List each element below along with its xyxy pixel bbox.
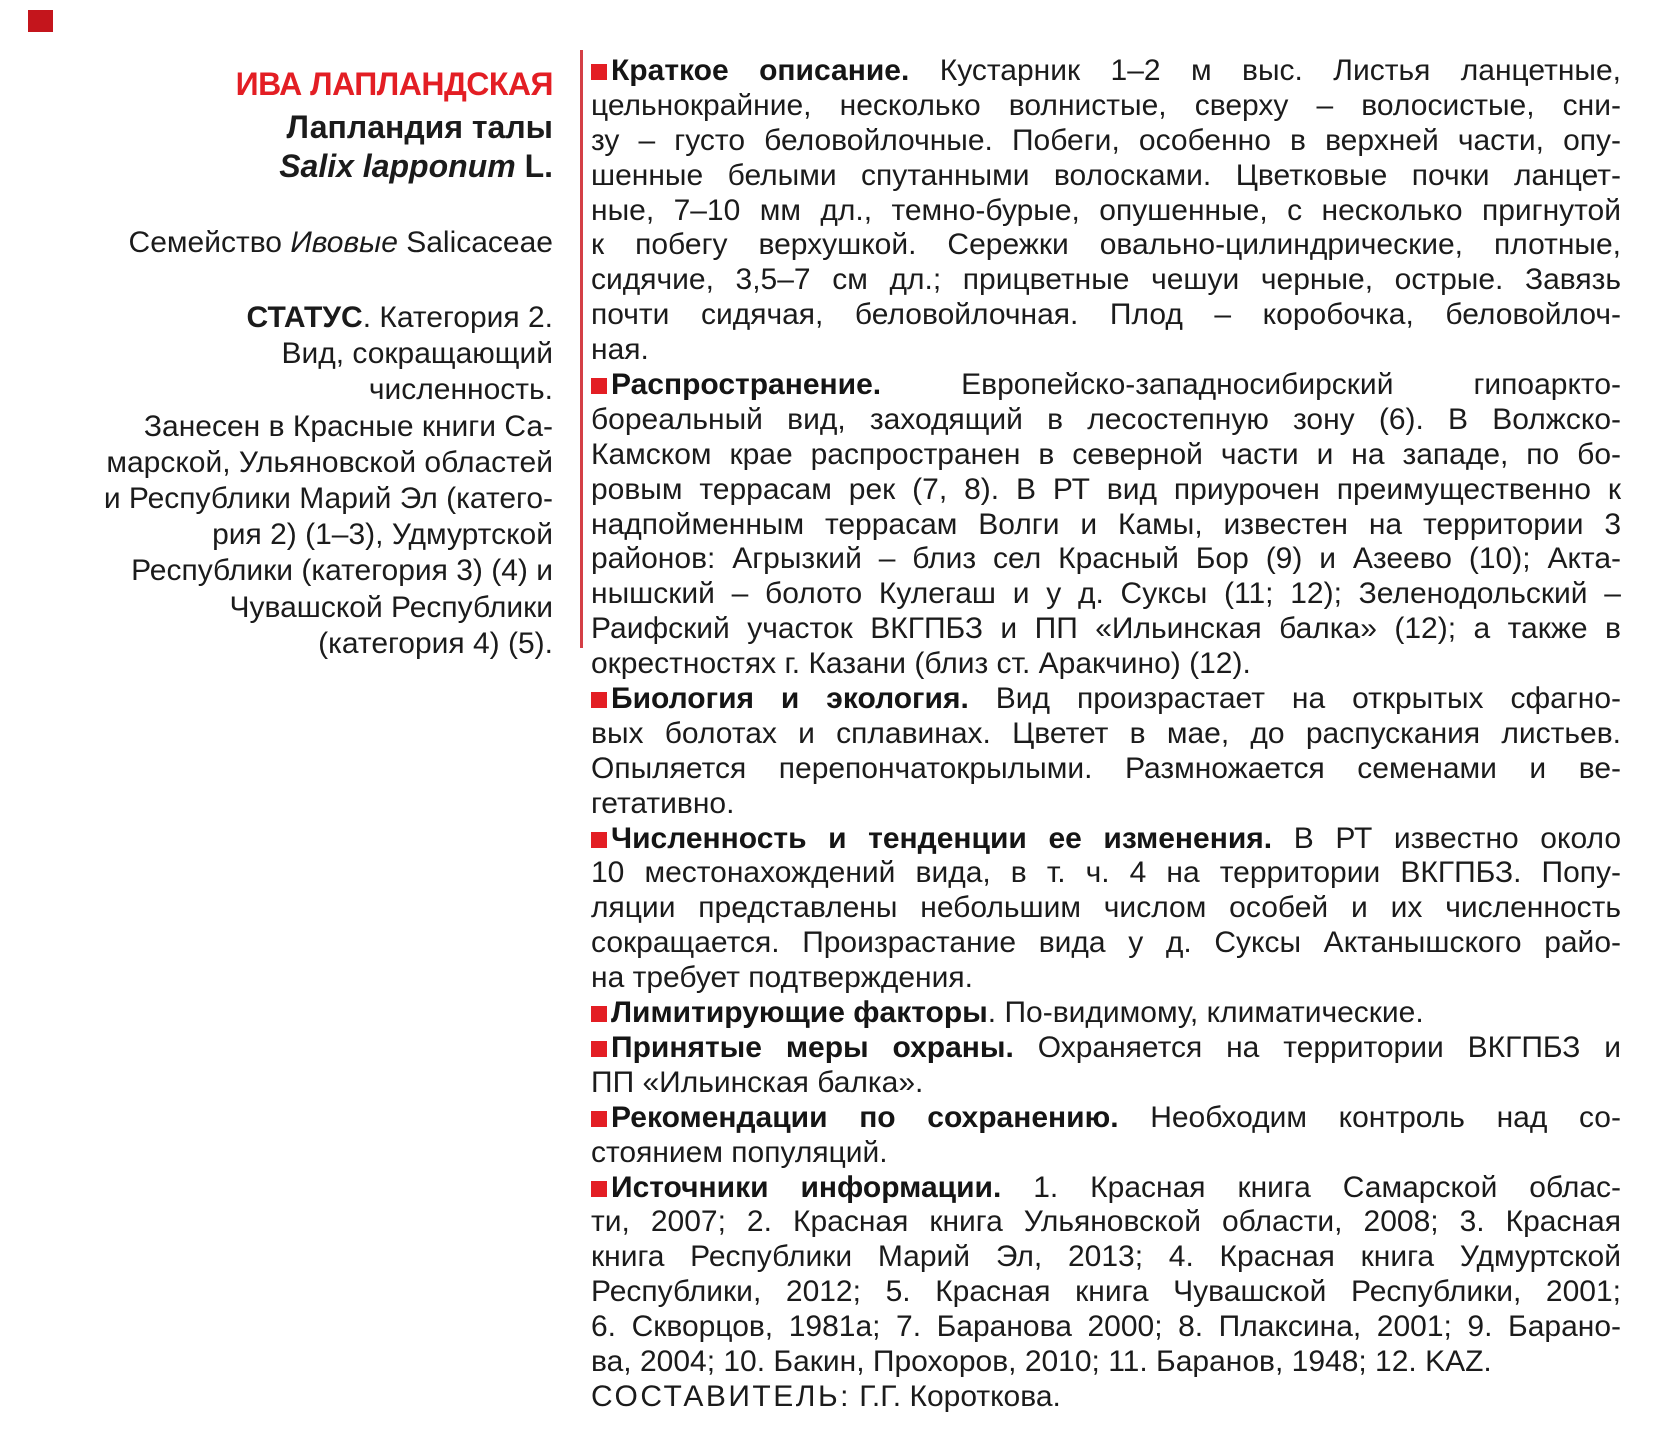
text-line: Республики, 2012; 5. Красная книга Чувашской Республики, 2001; (591, 1275, 1621, 1309)
section-paragraph (591, 1101, 1621, 1171)
section-heading: Рекомендации по сохранению. (611, 1100, 1119, 1134)
status-line: и Республики Марий Эл (катего- (103, 482, 553, 516)
species-header (60, 0, 553, 700)
text-line: Принятые меры охраны. Охраняется на территории ВКГПБЗ и (591, 1031, 1621, 1066)
section-heading: Краткое описание. (611, 54, 910, 87)
section-bullet-icon (591, 1006, 607, 1022)
family-line (60, 224, 553, 262)
section-paragraph (591, 682, 1621, 822)
text-line: Опыляется перепончатокрылыми. Размножается семенами и ве- (591, 751, 1621, 785)
section-heading: Распространение. (611, 368, 882, 402)
section-heading: Численность и тенденции ее изменения. (611, 821, 1273, 855)
composer-paragraph (591, 1380, 1621, 1415)
status-line: Чувашской Республики (229, 590, 553, 624)
species-latin-name (60, 146, 553, 186)
text-line: Рекомендации по сохранению. Необходим контроль над со- (591, 1101, 1621, 1136)
section-heading: Принятые меры охраны. (611, 1030, 1014, 1064)
section-paragraph (591, 996, 1621, 1031)
text-line: зу – густо беловойлочные. Побеги, особенно в верхней части, опу- (591, 123, 1621, 157)
section-paragraph (591, 368, 1621, 682)
status-line: Вид, сокращающий (281, 337, 553, 371)
status-line: СТАТУС. Категория 2. (246, 301, 553, 334)
section-heading: Биология и экология. (611, 682, 969, 716)
text-line: окрестностях г. Казани (близ ст. Аракчино) (12). (591, 647, 1251, 681)
text-line: к побегу верхушкой. Сережки овально-цилиндрические, плотные, (591, 228, 1621, 262)
text-line: сокращается. Произрастание вида у д. Суксы Актанышского райо- (591, 926, 1621, 960)
section-bullet-icon (591, 378, 607, 394)
text-line: ляции представлены небольшим числом особей и их численность (591, 891, 1621, 925)
status-line: Занесен в Красные книги Са- (143, 409, 553, 443)
text-line: на требует подтверждения. (591, 961, 973, 995)
latin-author: L. (515, 148, 553, 184)
family-latin: Salicaceae (397, 226, 553, 259)
section-bullet-icon (591, 1181, 607, 1197)
section-heading: Источники информации. (611, 1170, 1002, 1204)
text-line: гетативно. (591, 786, 735, 820)
family-russian: Ивовые (290, 226, 398, 259)
category-corner-marker (28, 10, 53, 32)
text-line: 6. Скворцов, 1981а; 7. Баранова 2000; 8. Плаксина, 2001; 9. Барано- (591, 1310, 1621, 1344)
section-bullet-icon (591, 1041, 607, 1057)
text-line: Раифский участок ВКГПБЗ и ПП «Ильинская балка» (12); а также в (591, 612, 1621, 646)
latin-binomial: Salix lapponum (279, 148, 516, 184)
text-line: ва, 2004; 10. Бакин, Прохоров, 2010; 11. Баранов, 1948; 12. KAZ. (591, 1344, 1492, 1378)
text-line: Биология и экология. Вид произрастает на открытых сфагно- (591, 682, 1621, 717)
text-line: Краткое описание. Кустарник 1–2 м выс. Листья ланцетные, (591, 54, 1621, 89)
text-line: ровым террасам рек (7, 8). В РТ вид приурочен преимущественно к (591, 472, 1621, 506)
section-bullet-icon (591, 64, 607, 80)
status-line: численность. (368, 373, 553, 407)
status-line: (категория 4) (5). (318, 626, 553, 660)
text-line: 10 местонахождений вида, в т. ч. 4 на территории ВКГПБЗ. Попу- (591, 856, 1621, 890)
section-bullet-icon (591, 1111, 607, 1127)
composer-label: СОСТАВИТЕЛЬ: (591, 1379, 851, 1413)
species-title-alt: Лапландия талы (286, 109, 553, 145)
status-line: рия 2) (1–3), Удмуртской (212, 518, 553, 552)
text-line: сидячие, 3,5–7 см дл.; прицветные чешуи черные, острые. Завязь (591, 263, 1621, 297)
text-line: почти сидячая, беловойлочная. Плод – коробочка, беловойлоч- (591, 298, 1621, 332)
status-line: Республики (категория 3) (4) и (131, 554, 553, 588)
article-text (591, 54, 1621, 1415)
section-paragraph (591, 1171, 1621, 1380)
text-line: стоянием популяций. (591, 1135, 888, 1169)
text-line: книга Республики Марий Эл, 2013; 4. Красная книга Удмуртской (591, 1240, 1621, 1274)
column-divider (580, 50, 583, 648)
status-label: СТАТУС (246, 301, 363, 334)
text-line: районов: Агрызкий – близ сел Красный Бор (9) и Азеево (10); Акта- (591, 542, 1621, 576)
section-paragraph (591, 54, 1621, 368)
text-line: шенные белыми спутанными волосками. Цветковые почки ланцет- (591, 158, 1621, 192)
text-line: Лимитирующие факторы. По-видимому, климатические. (591, 996, 1621, 1031)
text-line: ные, 7–10 мм дл., темно-бурые, опушенные, с несколько пригнутой (591, 193, 1621, 227)
text-line: Распространение. Европейско-западносибирский гипоаркто- (591, 368, 1621, 403)
composer-line: СОСТАВИТЕЛЬ: Г.Г. Короткова. (591, 1379, 1061, 1413)
text-line: ПП «Ильинская балка». (591, 1065, 924, 1099)
text-line: ная. (591, 333, 649, 367)
section-bullet-icon (591, 832, 607, 848)
status-block (60, 300, 553, 662)
section-heading: Лимитирующие факторы (611, 996, 988, 1030)
text-line: цельнокрайние, несколько волнистые, сверху – волосистые, сни- (591, 88, 1621, 122)
text-line: Численность и тенденции ее изменения. В РТ известно около (591, 822, 1621, 857)
text-line: бореальный вид, заходящий в лесостепную зону (6). В Волжско- (591, 402, 1621, 436)
text-line: вых болотах и сплавинах. Цветет в мае, до распускания листьев. (591, 716, 1621, 750)
section-paragraph (591, 822, 1621, 996)
text-line: надпойменным террасам Волги и Камы, известен на территории 3 (591, 507, 1621, 541)
text-line: ти, 2007; 2. Красная книга Ульяновской области, 2008; 3. Красная (591, 1205, 1621, 1239)
text-line: Источники информации. 1. Красная книга Самарской облас- (591, 1171, 1621, 1206)
section-paragraph (591, 1031, 1621, 1101)
text-line: Камском крае распространен в северной части и на западе, по бо- (591, 437, 1621, 471)
species-title-ru: ИВА ЛАПЛАНДСКАЯ (235, 66, 553, 102)
family-prefix: Семейство (128, 226, 291, 259)
status-line: марской, Ульяновской областей (106, 445, 553, 479)
text-line: нышский – болото Кулегаш и у д. Суксы (11; 12); Зеленодольский – (591, 577, 1621, 611)
section-bullet-icon (591, 692, 607, 708)
